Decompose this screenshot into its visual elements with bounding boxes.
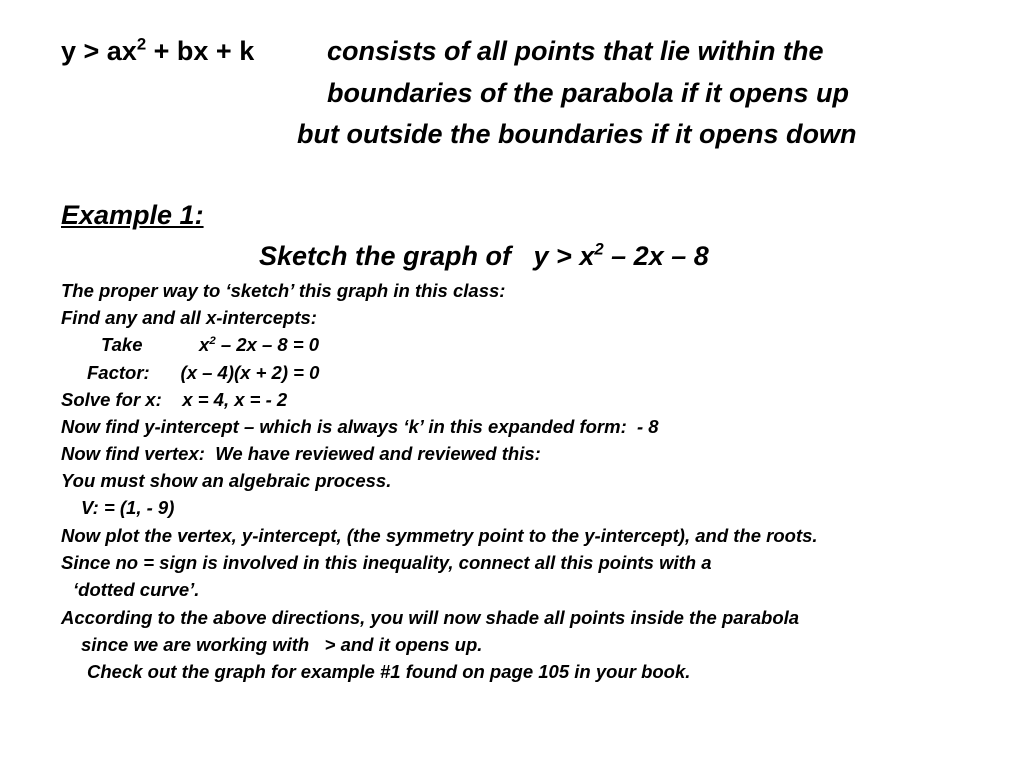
formula-lhs: y > ax [61, 36, 137, 66]
step-line-8: You must show an algebraic process. [61, 470, 392, 491]
step-line-4: Factor: (x – 4)(x + 2) = 0 [87, 362, 320, 383]
definition-line-3: but outside the boundaries if it opens down [297, 119, 857, 149]
step-line-6: Now find y-intercept – which is always ‘k’ in this expanded form: - 8 [61, 416, 659, 437]
example-prompt [259, 239, 709, 271]
step-line-10: Now plot the vertex, y-intercept, (the symmetry point to the y-intercept), and the roots. [61, 525, 818, 546]
prompt-exponent: 2 [594, 239, 604, 259]
definition-line-1: consists of all points that lie within the [327, 36, 824, 66]
step-line-3 [101, 336, 319, 355]
definition-line-2: boundaries of the parabola if it opens up [327, 78, 850, 108]
prompt-rest: – 2x – 8 [603, 241, 709, 271]
step-take-rest: – 2x – 8 = 0 [215, 334, 320, 355]
step-take-text: Take x [101, 334, 210, 355]
step-line-5: Solve for x: x = 4, x = - 2 [61, 389, 288, 410]
step-line-1: The proper way to ‘sketch’ this graph in this class: [61, 280, 506, 301]
step-line-11: Since no = sign is involved in this inequality, connect all this points with a [61, 552, 712, 573]
formula-rest: + bx + k [146, 36, 255, 66]
definition-formula [61, 34, 255, 66]
prompt-text: Sketch the graph of y > x [259, 241, 595, 271]
example-heading: Example 1: [61, 200, 204, 230]
step-line-2: Find any and all x-intercepts: [61, 307, 317, 328]
formula-exponent: 2 [136, 34, 147, 54]
step-take-exponent: 2 [209, 334, 216, 347]
step-line-12: ‘dotted curve’. [73, 579, 200, 600]
step-line-15: Check out the graph for example #1 found on page 105 in your book. [87, 661, 691, 682]
step-line-13: According to the above directions, you will now shade all points inside the parabola [61, 607, 800, 628]
step-line-7: Now find vertex: We have reviewed and reviewed this: [61, 443, 541, 464]
step-line-14: since we are working with > and it opens up. [81, 634, 483, 655]
step-line-9: V: = (1, - 9) [81, 497, 175, 518]
